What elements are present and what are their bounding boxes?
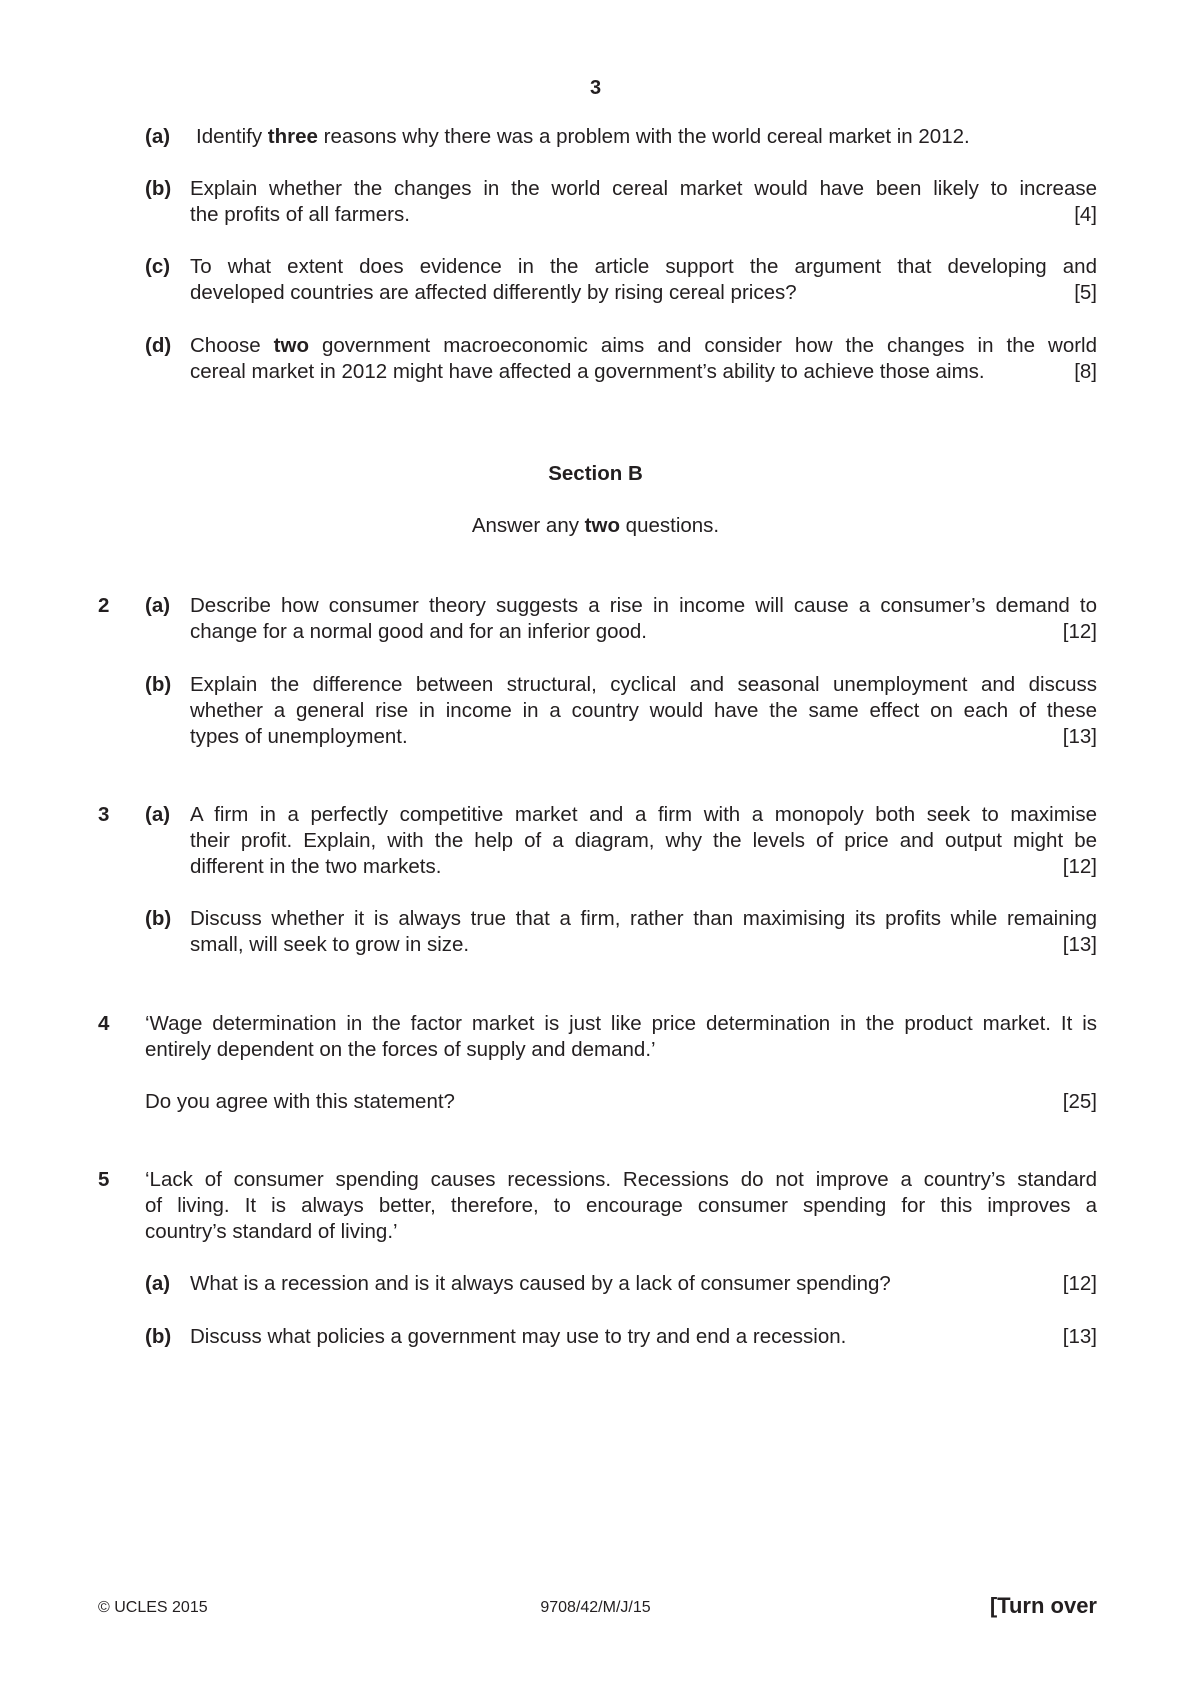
section-title: Section B [548, 462, 643, 485]
question-text: A firm in a perfectly competitive market and a firm with a monopoly both seek to maximise their profit. Explain, with the help of a diagram, why the levels of price and output might be different in the two markets. [12] [190, 803, 1097, 878]
paper-code: 9708/42/M/J/15 [540, 1599, 651, 1616]
question-text: Choose two government macroeconomic aims and consider how the changes in the world cereal market in 2012 might have affected a government’s ability to achieve those aims. [8] [190, 334, 1097, 383]
marks: [25] [1062, 1090, 1097, 1113]
question-text: Discuss whether it is always true that a firm, rather than maximising its profits while remaining small, will seek to grow in size. [13] [190, 907, 1097, 956]
question-number: 3 [98, 803, 110, 826]
marks: [12] [1062, 1272, 1097, 1295]
question-text: Discuss what policies a government may use to try and end a recession. [13] [190, 1325, 1097, 1348]
part-label: (a) [145, 1272, 171, 1295]
question-text: Describe how consumer theory suggests a rise in income will cause a consumer’s demand to change for a normal good and for an inferior good. [12] [190, 594, 1097, 643]
marks: [12] [1062, 855, 1097, 878]
marks: [12] [1062, 620, 1097, 643]
part-label: (a) [145, 125, 171, 148]
marks: [4] [1074, 203, 1097, 226]
part-label: (a) [145, 803, 171, 826]
marks: [8] [1074, 360, 1097, 383]
question-text: ‘Wage determination in the factor market is just like price determination in the product market. It is entirely dependent on the forces of supply and demand.’ [145, 1012, 1097, 1061]
page-number: 3 [589, 77, 602, 99]
part-label: (d) [145, 334, 172, 357]
part-label: (b) [145, 907, 172, 930]
question-text: ‘Lack of consumer spending causes recessions. Recessions do not improve a country’s standard of living. It is always better, therefore, to encourage consumer spending for this improves a country’s standard of living.’ [145, 1168, 1097, 1243]
question-text: Explain whether the changes in the world cereal market would have been likely to increase the profits of all farmers. [4] [190, 177, 1097, 226]
question-number: 5 [98, 1168, 110, 1191]
section-instruction: Answer any two questions. [471, 514, 720, 537]
marks: [13] [1062, 1325, 1097, 1348]
part-label: (a) [145, 594, 171, 617]
question-text: Explain the difference between structural, cyclical and seasonal unemployment and discuss whether a general rise in income in a country would have the same effect on each of these types of unemployment. [13] [190, 673, 1097, 748]
marks: [13] [1062, 933, 1097, 956]
copyright: © UCLES 2015 [98, 1599, 208, 1616]
question-text: What is a recession and is it always caused by a lack of consumer spending? [12] [190, 1272, 1097, 1295]
question-number: 4 [98, 1012, 110, 1035]
turn-over: [Turn over [989, 1593, 1097, 1618]
part-label: (c) [145, 255, 171, 278]
marks: [13] [1062, 725, 1097, 748]
marks: [5] [1074, 281, 1097, 304]
part-label: (b) [145, 1325, 172, 1348]
part-label: (b) [145, 177, 172, 200]
question-text: Identify three reasons why there was a problem with the world cereal market in 2012. [196, 125, 970, 148]
part-label: (b) [145, 673, 172, 696]
question-number: 2 [98, 594, 110, 617]
question-text: To what extent does evidence in the article support the argument that developing and developed countries are affected differently by rising cereal prices? [5] [190, 255, 1097, 304]
